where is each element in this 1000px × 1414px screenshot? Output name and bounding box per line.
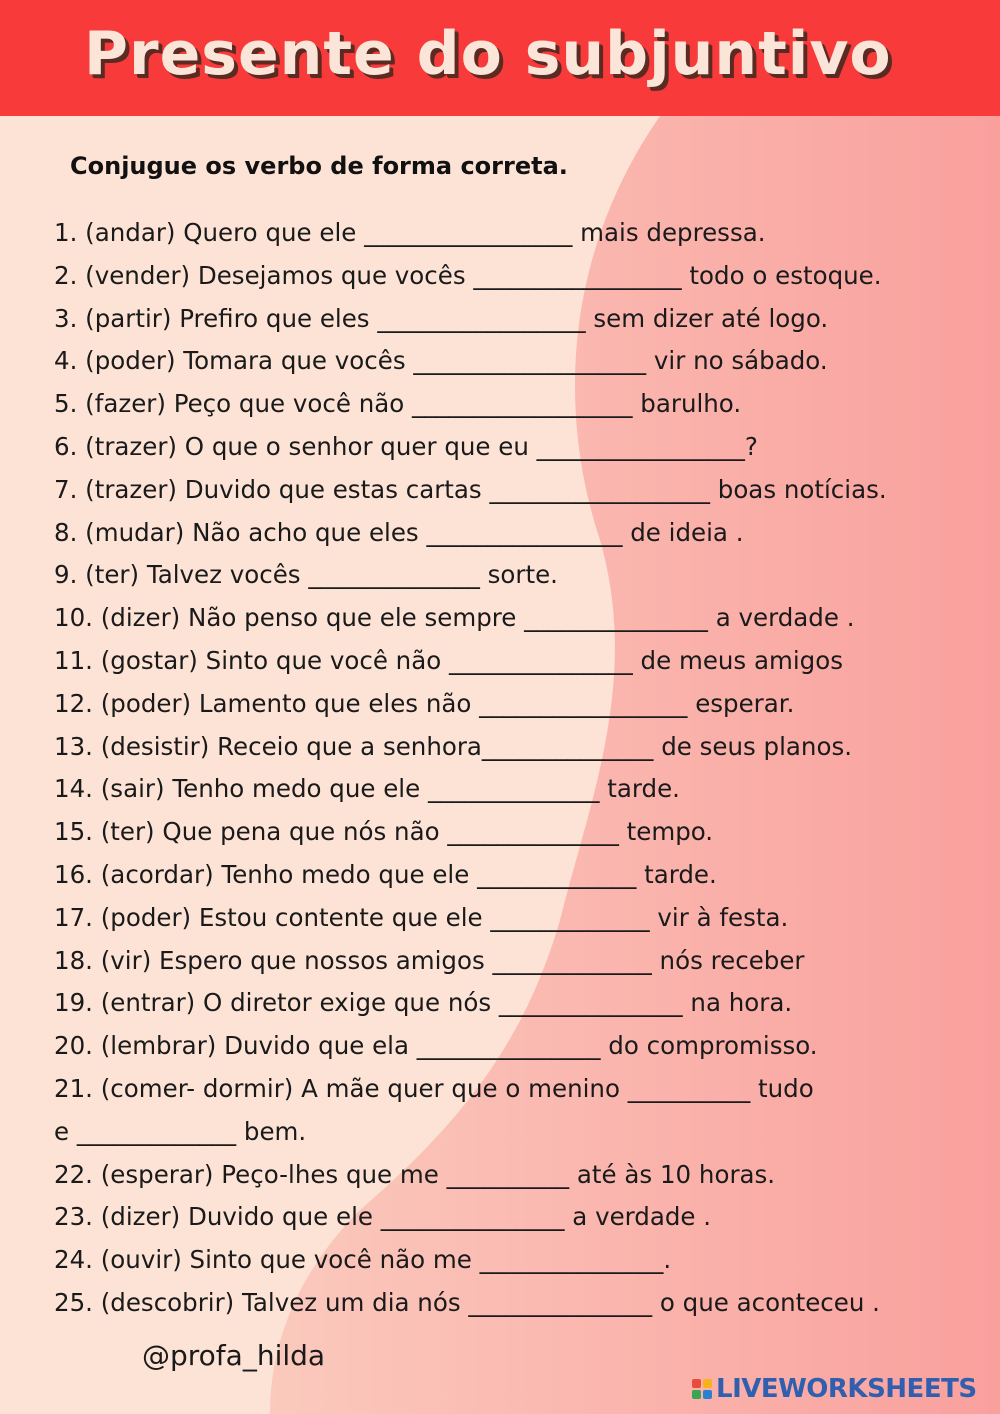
exercise-line-13: 13. (desistir) Receio que a senhora______________ de seus planos. [54,731,852,761]
exercise-line-22: 22. (esperar) Peço-lhes que me __________ até às 10 horas. [54,1159,776,1189]
exercise-line-21: 21. (comer- dormir) A mãe quer que o menino __________ tudo [54,1073,814,1103]
exercise-line-24: 24. (ouvir) Sinto que você não me _______________. [54,1245,672,1275]
exercise-line-12: 12. (poder) Lamento que eles não _________________ esperar. [54,688,795,718]
exercise-line-7: 7. (trazer) Duvido que estas cartas __________________ boas notícias. [54,474,887,504]
exercise-line-25: 25. (descobrir) Talvez um dia nós _______________ o que aconteceu . [54,1287,880,1317]
instruction-text: Conjugue os verbo de forma correta. [70,152,568,180]
exercise-line-14: 14. (sair) Tenho medo que ele ______________ tarde. [54,774,680,804]
exercise-line-5: 5. (fazer) Peço que você não __________________ barulho. [54,389,742,419]
exercise-line-16: 16. (acordar) Tenho medo que ele _____________ tarde. [54,859,717,889]
exercise-line-10: 10. (dizer) Não penso que ele sempre _______________ a verdade . [54,603,855,633]
exercise-line-11: 11. (gostar) Sinto que você não _______________ de meus amigos [54,645,843,675]
exercise-line-4: 4. (poder) Tomara que vocês ___________________ vir no sábado. [54,346,828,376]
liveworksheets-logo [692,1374,977,1404]
exercise-line-17: 17. (poder) Estou contente que ele _____________ vir à festa. [54,902,789,932]
page-title: Presente do subjuntivo [84,19,892,89]
exercise-line-6: 6. (trazer) O que o senhor quer que eu _________________? [54,431,758,461]
liveworksheets-grid-icon [692,1379,712,1399]
author-handle: @profa_hilda [142,1339,326,1372]
exercise-line-9: 9. (ter) Talvez vocês ______________ sorte. [54,560,558,590]
exercise-line-2: 2. (vender) Desejamos que vocês _________________ todo o estoque. [54,260,882,290]
liveworksheets-wordmark: LIVEWORKSHEETS [716,1374,977,1404]
exercise-list [54,212,984,1325]
exercise-line-18: 18. (vir) Espero que nossos amigos _____________ nós receber [54,945,805,975]
exercise-line-19: 19. (entrar) O diretor exige que nós _______________ na hora. [54,988,793,1018]
exercise-line-23: 23. (dizer) Duvido que ele _______________ a verdade . [54,1202,712,1232]
exercise-line-8: 8. (mudar) Não acho que eles ________________ de ideia . [54,517,744,547]
exercise-line-15: 15. (ter) Que pena que nós não ______________ tempo. [54,817,714,847]
exercise-line-20: 20. (lembrar) Duvido que ela _______________ do compromisso. [54,1031,818,1061]
exercise-line-21-continued: e _____________ bem. [54,1116,307,1146]
exercise-line-3: 3. (partir) Prefiro que eles _________________ sem dizer até logo. [54,303,829,333]
title-banner [0,0,1000,116]
exercise-line-1: 1. (andar) Quero que ele _________________ mais depressa. [54,218,766,247]
